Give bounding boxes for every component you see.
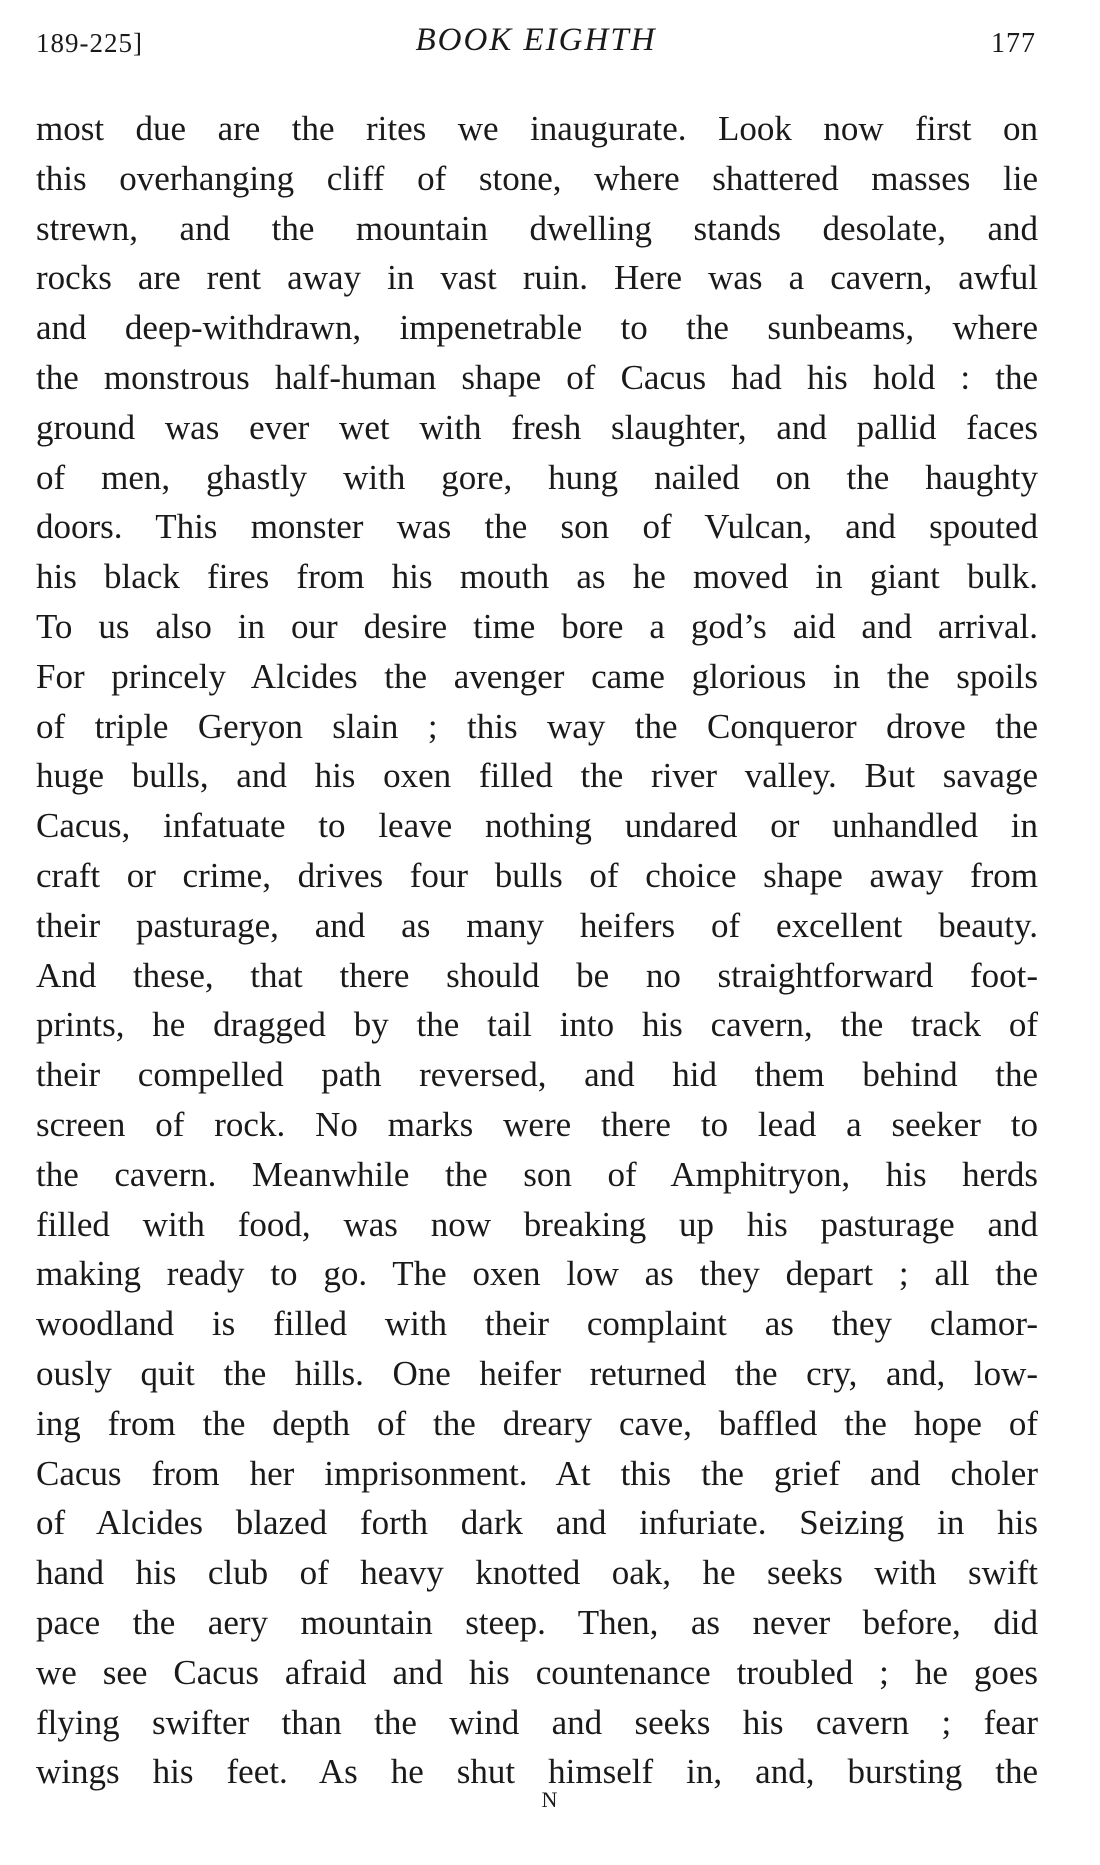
signature-mark: N (541, 1787, 559, 1812)
text-line: making ready to go. The oxen low as they depart ; all the (36, 1254, 1038, 1294)
text-line: flying swifter than the wind and seeks his cavern ; fear (36, 1702, 1038, 1742)
text-line: of Alcides blazed forth dark and infuriate. Seizing in his (36, 1503, 1038, 1543)
text-line: huge bulls, and his oxen filled the river valley. But savage (36, 756, 1038, 796)
text-line: filled with food, was now breaking up his pasturage and (36, 1204, 1038, 1244)
text-line: hand his club of heavy knotted oak, he seeks with swift (36, 1553, 1038, 1593)
line-range: 189-225] (36, 28, 143, 58)
body-text (36, 104, 1038, 1797)
text-line: the monstrous half-human shape of Cacus had his hold : the (36, 357, 1038, 397)
text-line: craft or crime, drives four bulls of choice shape away from (36, 855, 1038, 895)
text-line: ground was ever wet with fresh slaughter, and pallid faces (36, 407, 1038, 447)
text-line: their pasturage, and as many heifers of excellent beauty. (36, 905, 1038, 945)
text-line: of triple Geryon slain ; this way the Conqueror drove the (36, 706, 1038, 746)
text-line: we see Cacus afraid and his countenance troubled ; he goes (36, 1652, 1038, 1692)
text-line: the cavern. Meanwhile the son of Amphitryon, his herds (36, 1154, 1038, 1194)
text-line: rocks are rent away in vast ruin. Here was a cavern, awful (36, 258, 1038, 298)
text-line: woodland is filled with their complaint as they clamor- (36, 1304, 1038, 1344)
text-line: most due are the rites we inaugurate. Look now first on (36, 109, 1038, 148)
text-line: ously quit the hills. One heifer returned the cry, and, low- (36, 1353, 1038, 1393)
text-line: his black fires from his mouth as he moved in giant bulk. (36, 557, 1038, 597)
text-line: wings his feet. As he shut himself in, and, bursting the (36, 1752, 1038, 1792)
running-header (36, 22, 1036, 66)
text-line: their compelled path reversed, and hid them behind the (36, 1055, 1038, 1095)
running-title: BOOK EIGHTH (415, 22, 657, 58)
text-line: ing from the depth of the dreary cave, baffled the hope of (36, 1403, 1038, 1443)
text-line: of men, ghastly with gore, hung nailed on the haughty (36, 457, 1038, 497)
text-line: pace the aery mountain steep. Then, as never before, did (36, 1602, 1038, 1642)
text-line: and deep-withdrawn, impenetrable to the sunbeams, where (36, 308, 1038, 348)
text-line: prints, he dragged by the tail into his cavern, the track of (36, 1005, 1038, 1045)
text-line: doors. This monster was the son of Vulcan, and spouted (36, 507, 1038, 547)
text-line: screen of rock. No marks were there to lead a seeker to (36, 1104, 1038, 1144)
text-line: To us also in our desire time bore a god’s aid and arrival. (36, 606, 1038, 646)
text-line: And these, that there should be no straightforward foot- (36, 955, 1038, 995)
text-line: Cacus from her imprisonment. At this the grief and choler (36, 1453, 1038, 1493)
text-line: strewn, and the mountain dwelling stands desolate, and (36, 208, 1038, 248)
text-line: this overhanging cliff of stone, where shattered masses lie (36, 158, 1038, 198)
text-line: For princely Alcides the avenger came glorious in the spoils (36, 656, 1038, 696)
page-number: 177 (991, 28, 1036, 59)
text-line: Cacus, infatuate to leave nothing undared or unhandled in (36, 806, 1038, 846)
